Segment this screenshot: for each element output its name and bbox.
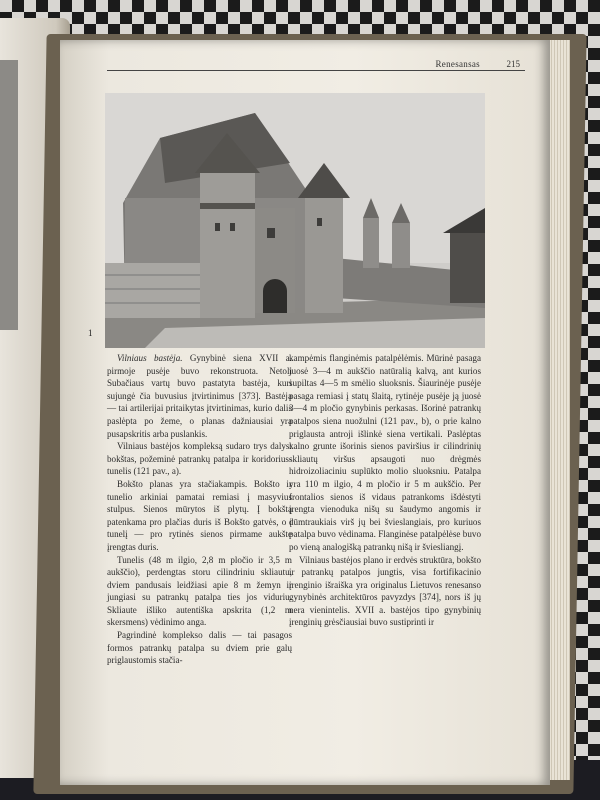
header-rule bbox=[107, 70, 525, 71]
paragraph bbox=[107, 352, 292, 440]
paragraph-text: Vilniaus bastėjos plano ir erdvės struktūra, bokšto ir patrankų patalpos jungtis, visa fortifikacinio įrenginio išraiška yra originalus Lietuvos renesanso gynybinės architektūros pavyzdys [374], nors iš jų nera vienintelis. XVII a. bastėjos tipo gynybinių įrenginių grėsčiausiai buvo sustiprinti ir bbox=[289, 554, 481, 628]
page-number: 215 bbox=[506, 59, 520, 69]
paragraph bbox=[107, 440, 292, 478]
text-column-right bbox=[289, 352, 481, 629]
left-page-illustration-edge bbox=[0, 60, 18, 330]
paragraph bbox=[107, 554, 292, 630]
running-title: Renesansas bbox=[435, 59, 480, 69]
paragraph-text: Gynybinė siena XVII a. pirmoje pusėje buvo rekonstruota. Netoli Subačiaus vartų buvo pastatyta bastėja, kuri sujungė čia buvusius įtvirtinimus [373]. Bastėja — tai artilerijai pritaikytas įtvirtinimas, kurio dalis paslėpta po žeme, o planas dažniausiai yra pusapskritis arba puslankis. bbox=[107, 353, 292, 439]
paragraph bbox=[289, 554, 481, 630]
paragraph-text: Bokšto planas yra stačiakampis. Bokšto ir tunelio arkiniai pamatai remiasi į masyvius stulpus. Sienos mūrytos iš plytų. Į bokštą patenkama pro plačias duris iš Bokšto gatvės, o į tunelį — pro rytinės sienos pirmame aukšte įrengtas duris. bbox=[107, 478, 292, 552]
running-header bbox=[60, 58, 540, 72]
figure-number: 1 bbox=[88, 328, 93, 338]
paragraph bbox=[107, 478, 292, 554]
text-column-left bbox=[107, 352, 292, 667]
paragraph bbox=[107, 629, 292, 667]
paragraph bbox=[289, 352, 481, 554]
paragraph-text: Tunelis (48 m ilgio, 2,8 m pločio ir 3,5 m aukščio), perdengtas storu cilindriniu skliautu, dviem pandusais leidžiasi apie 8 m žemyn ir jungiasi su patrankų patalpa ties jos viduriu. Skliaute išliko autentiška apskrita (1,2 m skersmens) vėdinimo anga. bbox=[107, 554, 292, 628]
paragraph-text: kampėmis flanginėmis patalpėlėmis. Mūrinė pasaga juosė 3—4 m aukščio natūralią kalvą, ant kurios supiltas 4—5 m smėlio sluoksnis. Šiaurinėje pusėje pasaga remiasi į statų šlaitą, rytinėje pusėje ją juosė 3—4 m pločio gynybinis perkasas. Išorinė patrankų patalpos siena nuožulni (121 pav., b), o prie kalno priglausta antroji išlinkė siena vertikali. Paslėptas kalno grunte išorinis sienos paviršius ir cilindrinių skliautų viršus apsaugoti nuo drėgmės hidroizoliaciniu suplūkto molio sluoksniu. Patalpa yra 110 m ilgio, 4 m pločio ir 5 m aukščio. Per frontalios sienos iš vidaus patrankoms išdėstyti įrengta vienoduka nišų su šaudymo angomis ir dūmtraukiais virš jų bei švieslangiais, pro kuriuos patalpa buvo vėdinama. Flanginėse patalpėlėse buvo po vieną analogišką patrankų nišą ir šviesliangį. bbox=[289, 353, 481, 552]
paragraph-lead: Vilniaus bastėja. bbox=[117, 353, 183, 363]
paragraph-text: Vilniaus bastėjos kompleksą sudaro trys dalys: bokštas, požeminė patrankų patalpa ir koridorius-tunelis (121 pav., a). bbox=[107, 441, 292, 477]
bastion-illustration bbox=[105, 93, 485, 348]
paragraph-text: Pagrindinė komplekso dalis — tai pasagos formos patrankų patalpa su dviem prie galų priglaustomis stačia- bbox=[107, 630, 292, 666]
book-page bbox=[60, 40, 550, 785]
